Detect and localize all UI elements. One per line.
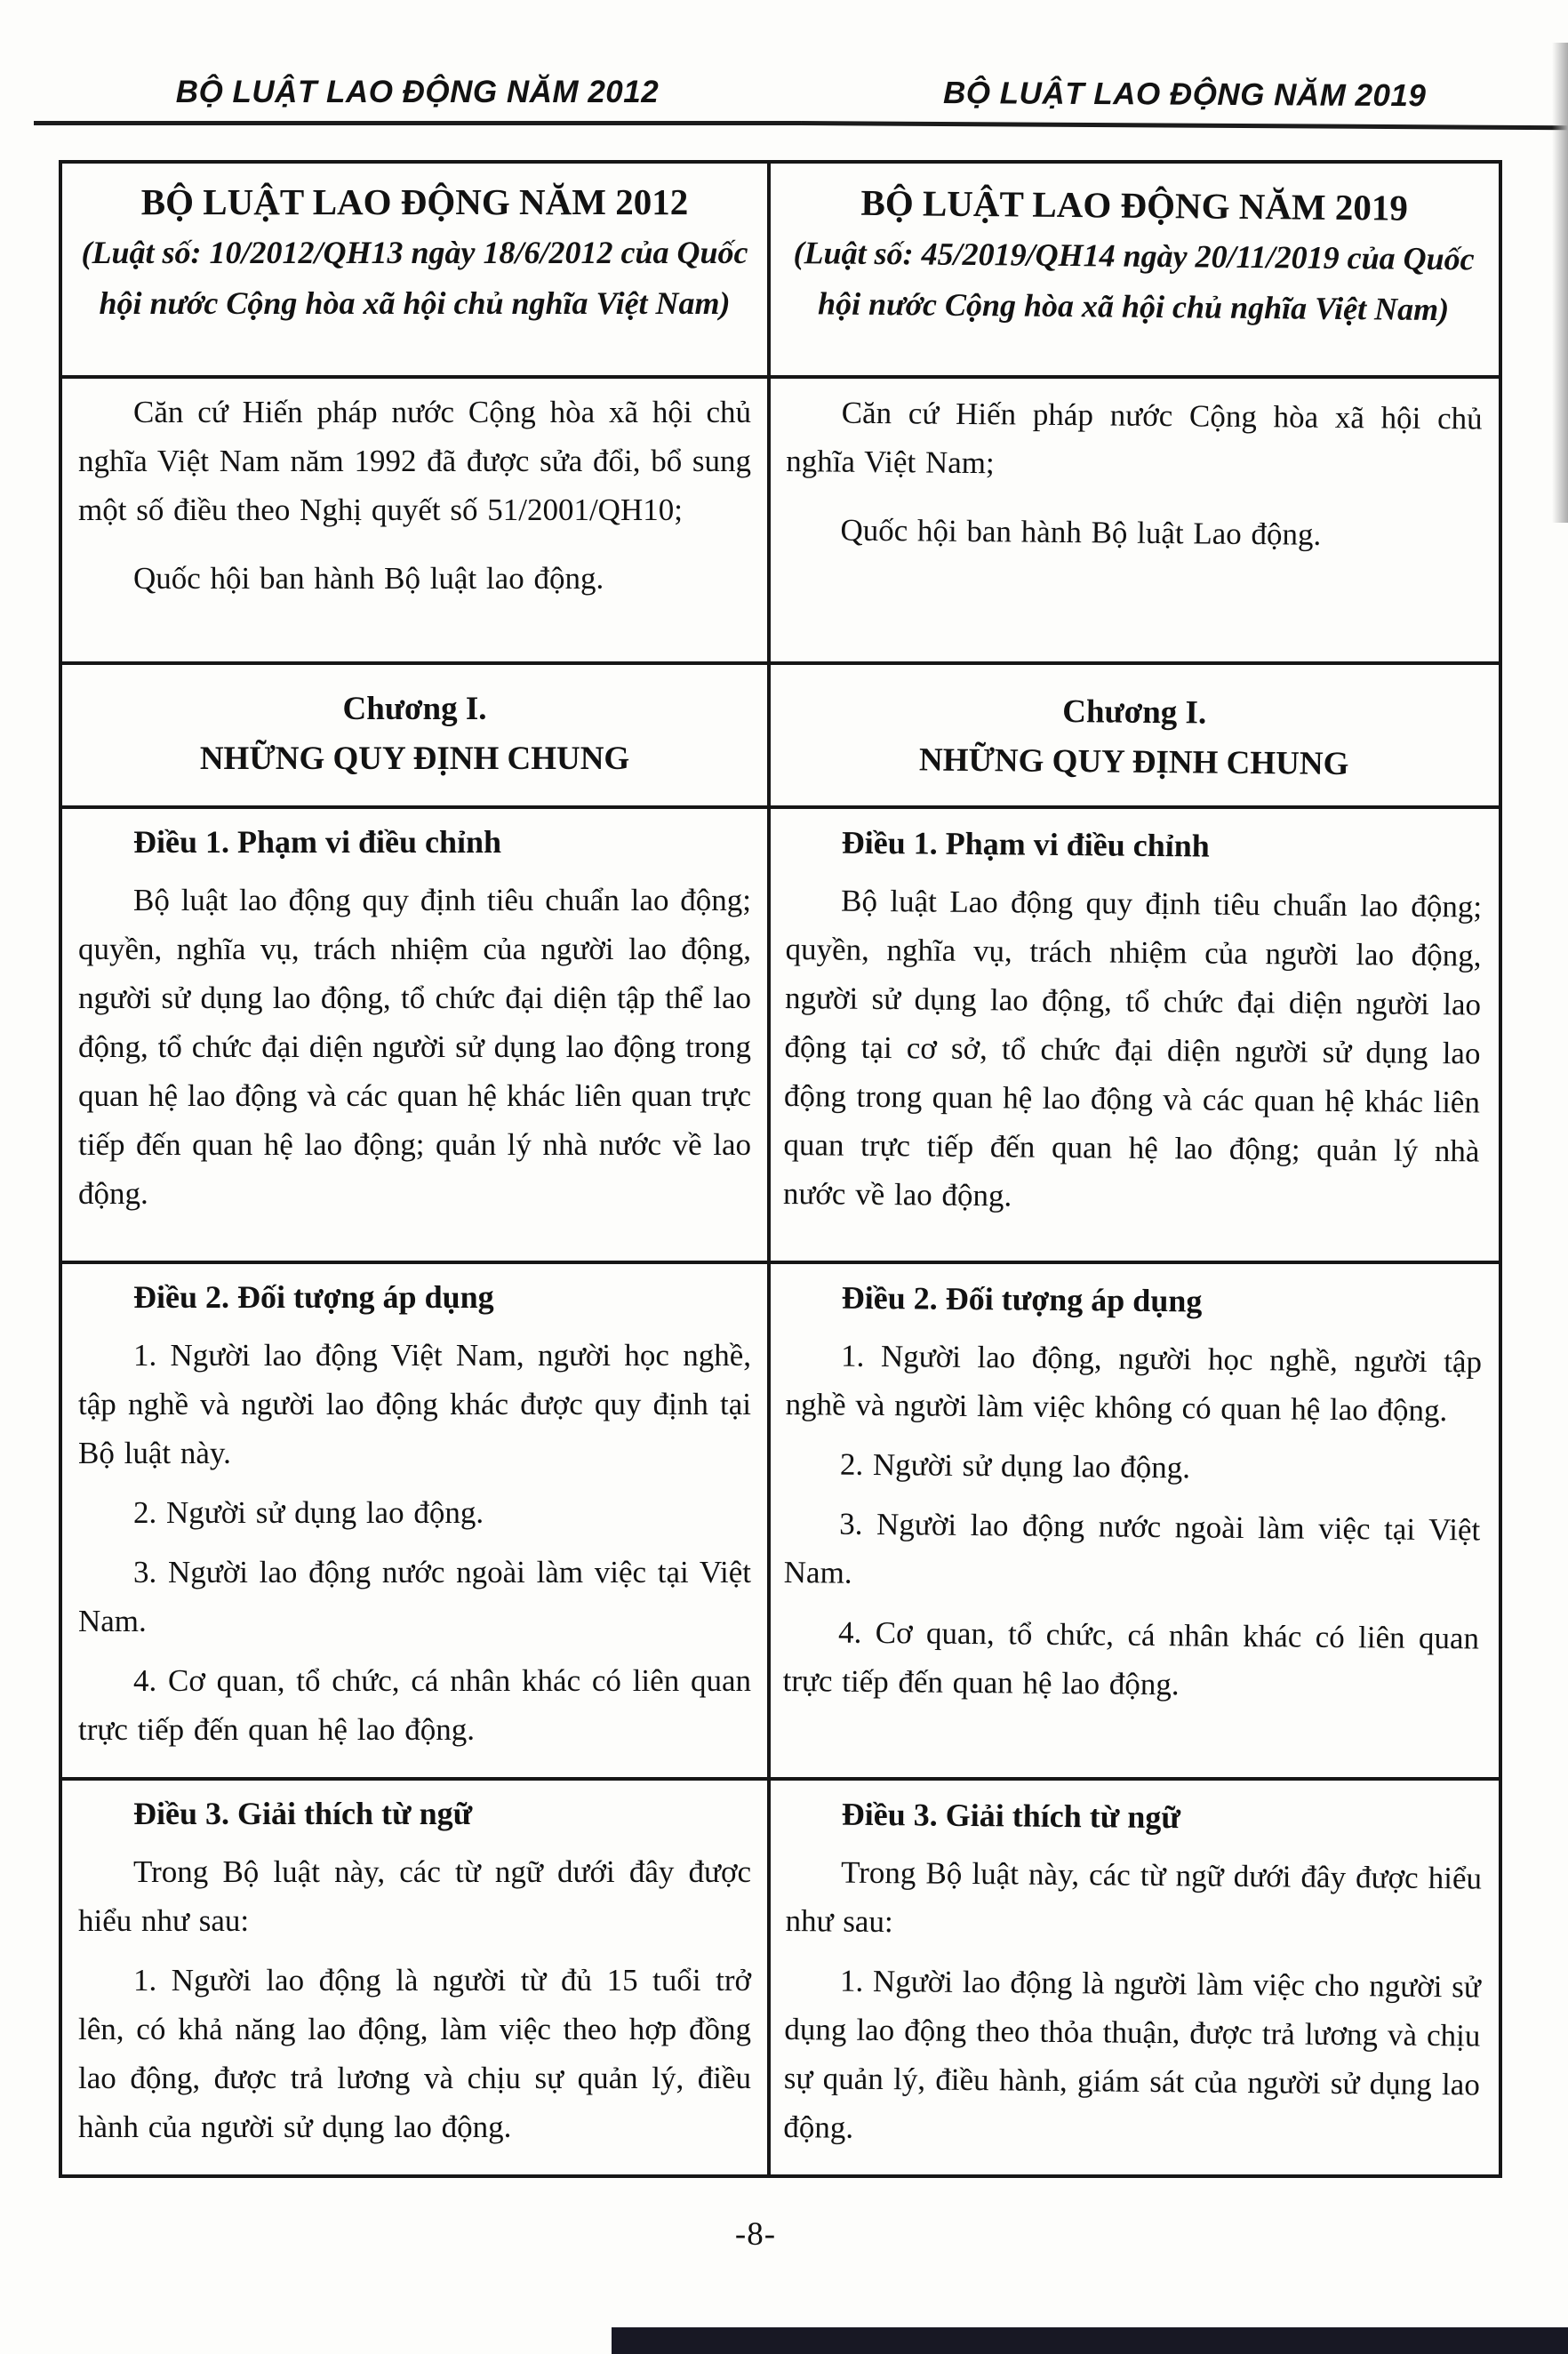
cell-2019-title xyxy=(769,162,1500,377)
article2-2012-item-2: 2. Người sử dụng lao động. xyxy=(133,1495,484,1530)
running-header-left-text: BỘ LUẬT LAO ĐỘNG NĂM 2012 xyxy=(175,75,660,109)
law-2012-title: BỘ LUẬT LAO ĐỘNG NĂM 2012 xyxy=(140,181,689,222)
article3-2012-item-1: 1. Người lao động là người từ đủ 15 tuổi trở lên, có khả năng lao động, làm việc theo hợp đồng lao động, được trả lương và chịu sự quản lý, điều hành của người sử dụng lao động. xyxy=(78,1963,752,2144)
preamble-2012-paragraph-2: Quốc hội ban hành Bộ luật lao động. xyxy=(133,561,604,596)
law-2019-title: BỘ LUẬT LAO ĐỘNG NĂM 2019 xyxy=(860,181,1409,228)
cell-2012-article1 xyxy=(60,807,769,1262)
row-article-1 xyxy=(60,807,1500,1262)
bottom-scan-bar xyxy=(612,2327,1568,2354)
chapter-2012-number: Chương I. xyxy=(342,691,487,727)
cell-2019-article1 xyxy=(769,807,1500,1262)
article2-2012-heading: Điều 2. Đối tượng áp dụng xyxy=(133,1279,494,1315)
law-2012-subtitle: (Luật số: 10/2012/QH13 ngày 18/6/2012 của Quốc hội nước Cộng hòa xã hội chủ nghĩa Việt Nam) xyxy=(81,235,748,321)
article2-2012-item-4: 4. Cơ quan, tổ chức, cá nhân khác có liên quan trực tiếp đến quan hệ lao động. xyxy=(78,1663,752,1747)
cell-2012-article2 xyxy=(60,1262,769,1779)
article3-2012-intro: Trong Bộ luật này, các từ ngữ dưới đây được hiểu như sau: xyxy=(78,1854,752,1938)
preamble-2019-paragraph-2: Quốc hội ban hành Bộ luật Lao động. xyxy=(840,512,1322,552)
article1-2012-body: Bộ luật lao động quy định tiêu chuẩn lao động; quyền, nghĩa vụ, trách nhiệm của người lao động, người sử dụng lao động, tổ chức đại diện tập thể lao động, tổ chức đại diện người sử dụng lao động trong quan hệ lao động và các quan hệ khác liên quan trực tiếp đến quan hệ lao động; quản lý nhà nước về lao động. xyxy=(78,883,752,1211)
article3-2019-intro: Trong Bộ luật này, các từ ngữ dưới đây được hiểu như sau: xyxy=(785,1854,1483,1940)
row-law-title xyxy=(60,162,1500,377)
running-header-right xyxy=(801,75,1568,130)
article2-2019-item-2: 2. Người sử dụng lao động. xyxy=(839,1446,1191,1485)
article1-2019-body: Bộ luật Lao động quy định tiêu chuẩn lao động; quyền, nghĩa vụ, trách nhiệm của người lao động, người sử dụng lao động, tổ chức đại diện người lao động tại cơ sở, tổ chức đại diện người sử dụng lao động trong quan hệ lao động và các quan hệ khác liên quan trực tiếp đến quan hệ lao động; quản lý nhà nước về lao động. xyxy=(782,883,1483,1213)
article1-2019-heading: Điều 1. Phạm vi điều chỉnh xyxy=(841,824,1211,864)
chapter-2012-title: NHỮNG QUY ĐỊNH CHUNG xyxy=(199,741,630,777)
article2-2019-item-3: 3. Người lao động nước ngoài làm việc tại Việt Nam. xyxy=(783,1506,1481,1590)
article1-2012-heading: Điều 1. Phạm vi điều chỉnh xyxy=(133,824,502,860)
law-2019-subtitle: (Luật số: 45/2019/QH14 ngày 20/11/2019 của Quốc hội nước Cộng hòa xã hội chủ nghĩa Việt Nam) xyxy=(793,235,1475,328)
chapter-2019-title: NHỮNG QUY ĐỊNH CHUNG xyxy=(918,741,1349,783)
cell-2019-chapter xyxy=(769,663,1500,807)
cell-2019-article3 xyxy=(769,1779,1500,2176)
article3-2019-item-1: 1. Người lao động là người làm việc cho người sử dụng lao động theo thỏa thuận, được trả lương và chịu sự quản lý, điều hành, giám sát của người sử dụng lao động. xyxy=(783,1963,1482,2145)
cell-2019-article2 xyxy=(769,1262,1500,1779)
article2-2019-heading: Điều 2. Đối tượng áp dụng xyxy=(841,1279,1203,1319)
cell-2012-title xyxy=(60,162,769,377)
row-article-3 xyxy=(60,1779,1500,2176)
row-chapter xyxy=(60,663,1500,807)
preamble-2019-paragraph-1: Căn cứ Hiến pháp nước Cộng hòa xã hội chủ nghĩa Việt Nam; xyxy=(786,395,1483,481)
row-article-2 xyxy=(60,1262,1500,1779)
cell-2012-preamble xyxy=(60,377,769,663)
page-number: -8- xyxy=(734,2216,777,2253)
article3-2019-heading: Điều 3. Giải thích từ ngữ xyxy=(841,1796,1181,1836)
chapter-2019-number: Chương I. xyxy=(1062,693,1207,732)
running-header xyxy=(34,75,1568,125)
running-header-left xyxy=(34,75,801,125)
cell-2012-article3 xyxy=(60,1779,769,2176)
cell-2019-preamble xyxy=(769,377,1500,663)
article2-2019-item-1: 1. Người lao động, người học nghề, người tập nghề và người làm việc không có quan hệ lao động. xyxy=(785,1338,1483,1429)
article2-2012-item-1: 1. Người lao động Việt Nam, người học nghề, tập nghề và người lao động khác được quy định tại Bộ luật này. xyxy=(78,1338,752,1470)
article2-2019-item-4: 4. Cơ quan, tổ chức, cá nhân khác có liên quan trực tiếp đến quan hệ lao động. xyxy=(782,1614,1480,1702)
right-edge-shadow xyxy=(1552,43,1568,523)
row-preamble xyxy=(60,377,1500,663)
running-header-right-text: BỘ LUẬT LAO ĐỘNG NĂM 2019 xyxy=(942,75,1427,114)
comparison-table xyxy=(59,160,1502,2178)
cell-2012-chapter xyxy=(60,663,769,807)
article3-2012-heading: Điều 3. Giải thích từ ngữ xyxy=(133,1796,473,1831)
article2-2012-item-3: 3. Người lao động nước ngoài làm việc tại Việt Nam. xyxy=(78,1555,752,1638)
preamble-2012-paragraph-1: Căn cứ Hiến pháp nước Cộng hòa xã hội chủ nghĩa Việt Nam năm 1992 đã được sửa đổi, bổ sung một số điều theo Nghị quyết số 51/2001/QH10; xyxy=(78,395,752,527)
